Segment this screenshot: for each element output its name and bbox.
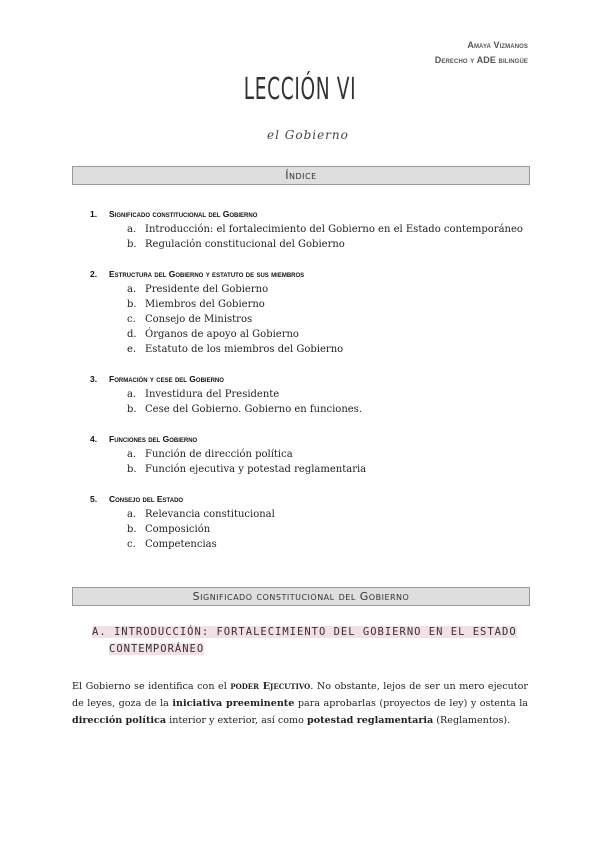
toc-section xyxy=(90,207,530,252)
toc-section-heading xyxy=(90,492,530,507)
toc-item-letter: a. xyxy=(127,224,137,235)
toc-item-letter: e. xyxy=(127,344,137,355)
toc-item-letter: b. xyxy=(127,299,137,310)
toc-item xyxy=(90,237,530,252)
toc-section xyxy=(90,432,530,477)
toc-section-number: 1. xyxy=(90,209,98,219)
toc-section-heading xyxy=(90,372,530,387)
lesson-title: LECCIÓN VI xyxy=(243,72,357,107)
toc-section-title: Formación y cese del Gobierno xyxy=(109,374,224,384)
toc-item-text: Miembros del Gobierno xyxy=(145,299,265,310)
toc-section-number: 5. xyxy=(90,494,98,504)
toc-item-text: Función ejecutiva y potestad reglamentaria xyxy=(145,464,367,475)
paragraph-text: . No obstante, lejos de ser un mero ejecutor de leyes, goza de la xyxy=(72,681,529,709)
toc-item xyxy=(90,312,530,327)
paragraph-text: interior y exterior, así como xyxy=(166,715,307,726)
course-name: Derecho y ADE bilingüe xyxy=(434,55,528,65)
paragraph-bold-term: dirección política xyxy=(72,715,167,726)
document-header xyxy=(435,38,528,68)
toc-item xyxy=(90,522,530,537)
subheading-line-2: CONTEMPORÁNEO xyxy=(109,643,205,655)
toc-item-text: Presidente del Gobierno xyxy=(145,284,269,295)
toc-section-number: 3. xyxy=(90,374,98,384)
table-of-contents xyxy=(90,207,530,567)
toc-section-title: Funciones del Gobierno xyxy=(109,434,198,444)
toc-section xyxy=(90,372,530,417)
toc-section-heading xyxy=(90,207,530,222)
toc-item-letter: c. xyxy=(127,539,136,550)
paragraph-bold-term: potestad reglamentaria xyxy=(306,715,434,726)
toc-item-letter: a. xyxy=(127,509,137,520)
toc-item xyxy=(90,387,530,402)
toc-section-title: Estructura del Gobierno y estatuto de sus miembros xyxy=(109,269,305,279)
author-name: Amaya Vizmanos xyxy=(467,40,528,50)
toc-item-letter: b. xyxy=(127,524,137,535)
toc-item-text: Función de dirección política xyxy=(145,449,293,460)
toc-item-letter: b. xyxy=(127,239,137,250)
paragraph-bold-term: iniciativa preeminente xyxy=(172,698,295,709)
toc-section-heading xyxy=(90,267,530,282)
toc-item-text: Relevancia constitucional xyxy=(145,509,275,520)
subsection-heading xyxy=(92,624,528,658)
toc-item xyxy=(90,222,530,237)
index-header-bar: Índice xyxy=(72,166,530,185)
toc-item-text: Estatuto de los miembros del Gobierno xyxy=(145,344,344,355)
paragraph-text: (Reglamentos). xyxy=(433,715,511,726)
toc-item xyxy=(90,297,530,312)
toc-item xyxy=(90,402,530,417)
toc-item-text: Investidura del Presidente xyxy=(145,389,280,400)
toc-item xyxy=(90,282,530,297)
toc-item xyxy=(90,537,530,552)
toc-item-letter: d. xyxy=(127,329,137,340)
toc-item-text: Introducción: el fortalecimiento del Gobierno en el Estado contemporáneo xyxy=(145,224,523,235)
toc-section-title: Significado constitucional del Gobierno xyxy=(109,209,258,219)
section-header-bar: Significado constitucional del Gobierno xyxy=(72,587,530,606)
toc-item-letter: a. xyxy=(127,449,137,460)
toc-item-text: Cese del Gobierno. Gobierno en funciones. xyxy=(145,404,362,415)
toc-item-letter: b. xyxy=(127,404,137,415)
subheading-line-1: A. INTRODUCCIÓN: FORTALECIMIENTO DEL GOBIERNO EN EL ESTADO xyxy=(92,626,517,638)
toc-item xyxy=(90,462,530,477)
toc-section xyxy=(90,267,530,357)
toc-item-letter: c. xyxy=(127,314,136,325)
toc-section-number: 2. xyxy=(90,269,98,279)
toc-item-text: Competencias xyxy=(145,539,217,550)
toc-item-text: Órganos de apoyo al Gobierno xyxy=(145,329,299,340)
toc-item-text: Composición xyxy=(145,524,211,535)
body-paragraph xyxy=(72,678,528,729)
toc-item xyxy=(90,507,530,522)
toc-item-letter: a. xyxy=(127,284,137,295)
toc-item xyxy=(90,447,530,462)
toc-item-text: Regulación constitucional del Gobierno xyxy=(145,239,345,250)
toc-section xyxy=(90,492,530,552)
toc-section-title: Consejo del Estado xyxy=(109,494,184,504)
paragraph-bold-term: poder Ejecutivo xyxy=(230,681,311,692)
toc-section-heading xyxy=(90,432,530,447)
lesson-subtitle: el Gobierno xyxy=(267,128,349,142)
toc-item-text: Consejo de Ministros xyxy=(145,314,253,325)
toc-item xyxy=(90,342,530,357)
paragraph-text: para aprobarlas (proyectos de ley) y ostenta la xyxy=(294,698,528,709)
toc-item-letter: b. xyxy=(127,464,137,475)
paragraph-text: El Gobierno se identifica con el xyxy=(72,681,231,692)
toc-section-number: 4. xyxy=(90,434,98,444)
toc-item xyxy=(90,327,530,342)
toc-item-letter: a. xyxy=(127,389,137,400)
